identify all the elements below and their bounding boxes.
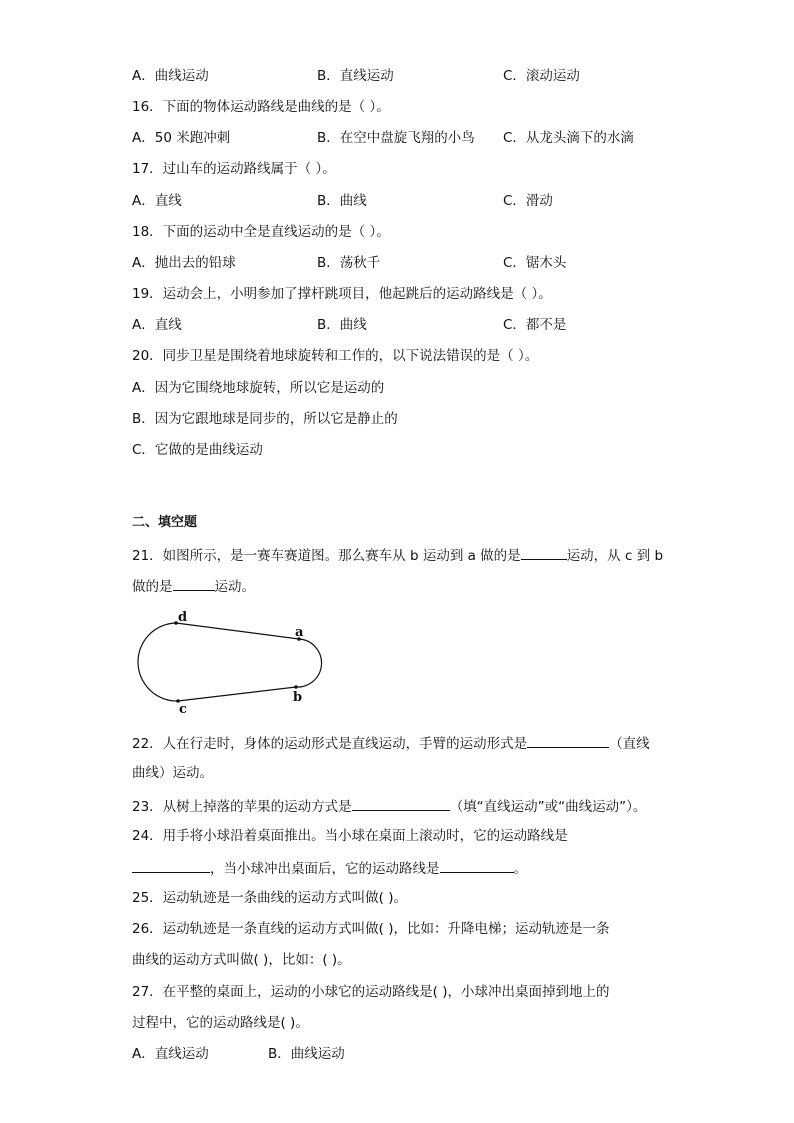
q18-option-a: A．抛出去的铅球 — [132, 255, 236, 271]
q25-stem: 25．运动轨迹是一条曲线的运动方式叫做( )。 — [132, 890, 408, 906]
q22-blank[interactable] — [527, 733, 609, 748]
q27-line2: 过程中，它的运动路线是( )。 — [132, 1015, 309, 1031]
q24-line1: 24．用手将小球沿着桌面推出。当小球在桌面上滚动时，它的运动路线是 — [132, 828, 568, 844]
q19-stem: 19．运动会上，小明参加了撑杆跳项目，他起跳后的运动路线是（ ）。 — [132, 286, 552, 302]
q24-line2 — [132, 858, 527, 878]
q27-option-a: A．直线运动 — [132, 1046, 209, 1062]
q24-blank-1[interactable] — [132, 858, 210, 873]
q21-blank-2[interactable] — [173, 576, 215, 591]
q15-option-b: B．直线运动 — [317, 68, 394, 84]
q22-text-1: 22．人在行走时，身体的运动形式是直线运动，手臂的运动形式是 — [132, 736, 528, 752]
q22-line1 — [132, 733, 650, 753]
q26-line1: 26．运动轨迹是一条直线的运动方式叫做( )，比如：升降电梯；运动轨迹是一条 — [132, 921, 610, 937]
q23-line — [132, 796, 646, 816]
q20-option-c: C．它做的是曲线运动 — [132, 442, 263, 458]
q26-line2: 曲线的运动方式叫做( )，比如：( )。 — [132, 952, 351, 968]
q17-stem: 17．过山车的运动路线属于（ ）。 — [132, 161, 336, 177]
q21-text-2: 运动，从 c 到 b — [566, 548, 664, 564]
label-b: b — [293, 690, 303, 705]
q18-stem: 18．下面的运动中全是直线运动的是（ ）。 — [132, 224, 390, 240]
q23-text-1: 23．从树上掉落的苹果的运动方式是 — [132, 799, 352, 815]
q27-line1: 27．在平整的桌面上，运动的小球它的运动路线是( )，小球冲出桌面掉到地上的 — [132, 984, 610, 1000]
q19-option-c: C．都不是 — [503, 317, 567, 333]
q21-line1 — [132, 545, 663, 565]
label-a: a — [295, 625, 304, 640]
q23-blank[interactable] — [352, 796, 450, 811]
section-heading-fill-in: 二、填空题 — [132, 515, 198, 530]
q19-option-b: B．曲线 — [317, 317, 367, 333]
q16-option-a: A．50 米跑冲刺 — [132, 130, 231, 146]
q20-option-b: B．因为它跟地球是同步的，所以它是静止的 — [132, 411, 398, 427]
q23-text-2: （填“直线运动”或“曲线运动”）。 — [449, 799, 647, 815]
q17-option-c: C．滑动 — [503, 193, 553, 209]
q22-text-2: （直线 — [609, 736, 650, 752]
q24-blank-2[interactable] — [440, 858, 514, 873]
q24-text-3: 。 — [513, 861, 527, 877]
q17-option-b: B．曲线 — [317, 193, 367, 209]
label-c: c — [179, 702, 187, 717]
q21-text-4: 运动。 — [214, 579, 255, 595]
q16-option-c: C．从龙头滴下的水滴 — [503, 130, 634, 146]
q21-text-1: 21．如图所示，是一赛车赛道图。那么赛车从 b 运动到 a 做的是 — [132, 548, 521, 564]
q21-line2 — [132, 576, 255, 596]
q22-line2: 曲线）运动。 — [132, 765, 213, 781]
q16-option-b: B．在空中盘旋飞翔的小鸟 — [317, 130, 475, 146]
q15-option-c: C．滚动运动 — [503, 68, 580, 84]
q16-stem: 16．下面的物体运动路线是曲线的是（ ）。 — [132, 99, 390, 115]
q21-blank-1[interactable] — [521, 545, 567, 560]
racetrack-diagram — [132, 606, 332, 718]
q24-text-2: ，当小球冲出桌面后，它的运动路线是 — [210, 861, 440, 877]
q19-option-a: A．直线 — [132, 317, 182, 333]
q20-stem: 20．同步卫星是围绕着地球旋转和工作的，以下说法错误的是（ ）。 — [132, 348, 539, 364]
q20-option-a: A．因为它围绕地球旋转，所以它是运动的 — [132, 380, 385, 396]
q15-option-a: A．曲线运动 — [132, 68, 209, 84]
q27-option-b: B．曲线运动 — [268, 1046, 345, 1062]
q17-option-a: A．直线 — [132, 193, 182, 209]
q21-text-3: 做的是 — [132, 579, 173, 595]
q18-option-c: C．锯木头 — [503, 255, 567, 271]
point-b — [294, 685, 298, 689]
label-d: d — [178, 610, 188, 625]
q18-option-b: B．荡秋千 — [317, 255, 381, 271]
